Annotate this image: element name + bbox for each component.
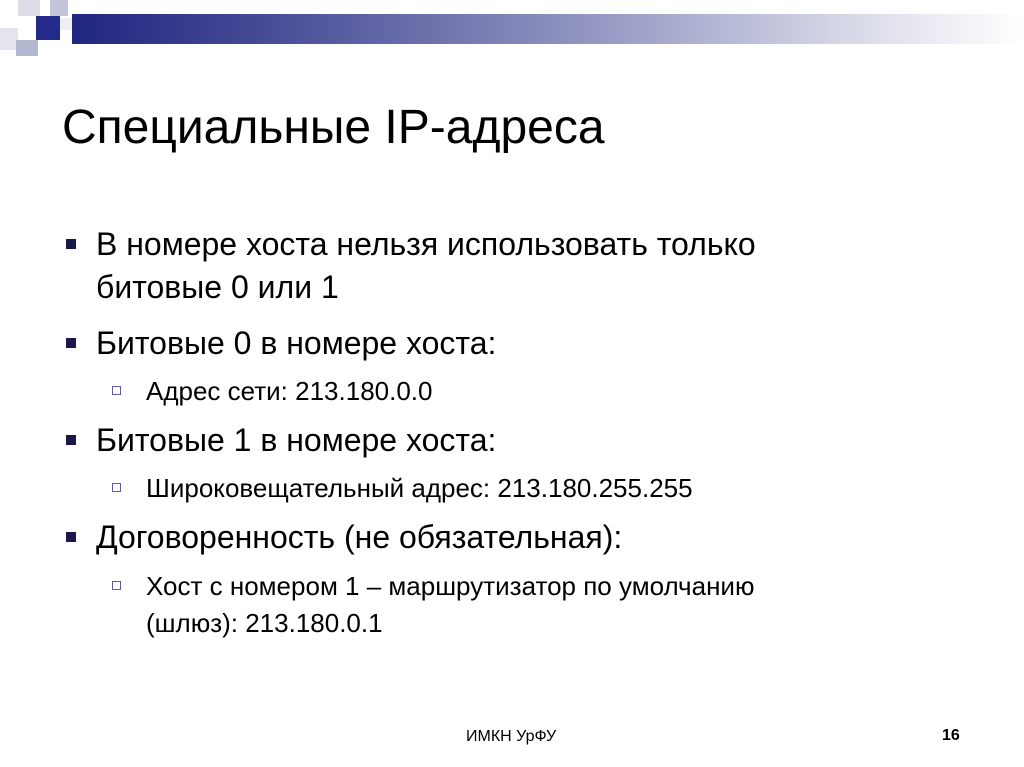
bullet-text: Битовые 1 в номере хоста: bbox=[96, 422, 497, 458]
header-decoration bbox=[0, 0, 1024, 60]
bullet-item bbox=[96, 322, 496, 365]
page-number: 16 bbox=[942, 727, 960, 744]
square-bullet-icon bbox=[66, 338, 76, 348]
square-bullet-icon bbox=[66, 435, 76, 445]
decor-square bbox=[18, 0, 40, 16]
bullet-item bbox=[96, 223, 756, 309]
bullet-text: Битовые 0 в номере хоста: bbox=[96, 325, 497, 361]
sub-bullet-item bbox=[146, 373, 432, 410]
footer-institution: ИМКН УрФУ bbox=[466, 728, 557, 745]
bullet-text: В номере хоста нельзя использовать только bbox=[96, 226, 756, 262]
sub-bullet-item bbox=[146, 470, 693, 507]
sub-bullet-text: Широковещательный адрес: 213.180.255.255 bbox=[146, 473, 693, 503]
square-bullet-icon bbox=[66, 532, 76, 542]
decor-square bbox=[50, 0, 68, 16]
sub-bullet-item bbox=[146, 568, 754, 642]
sub-bullet-text: Адрес сети: 213.180.0.0 bbox=[146, 376, 433, 406]
header-gradient-bar bbox=[72, 14, 1024, 44]
decor-square bbox=[60, 18, 72, 30]
hollow-square-bullet-icon bbox=[112, 483, 121, 492]
slide-title: Специальные IP-адреса bbox=[62, 101, 605, 154]
bullet-text: Договоренность (не обязательная): bbox=[96, 519, 623, 555]
sub-bullet-text: (шлюз): 213.180.0.1 bbox=[146, 608, 383, 638]
bullet-item bbox=[96, 419, 496, 462]
bullet-item bbox=[96, 516, 622, 559]
hollow-square-bullet-icon bbox=[112, 386, 121, 395]
bullet-text: битовые 0 или 1 bbox=[96, 269, 339, 305]
decor-square bbox=[36, 16, 60, 40]
square-bullet-icon bbox=[66, 239, 76, 249]
sub-bullet-text: Хост с номером 1 – маршрутизатор по умолчанию bbox=[146, 571, 755, 601]
decor-square bbox=[16, 40, 38, 56]
hollow-square-bullet-icon bbox=[112, 581, 121, 590]
